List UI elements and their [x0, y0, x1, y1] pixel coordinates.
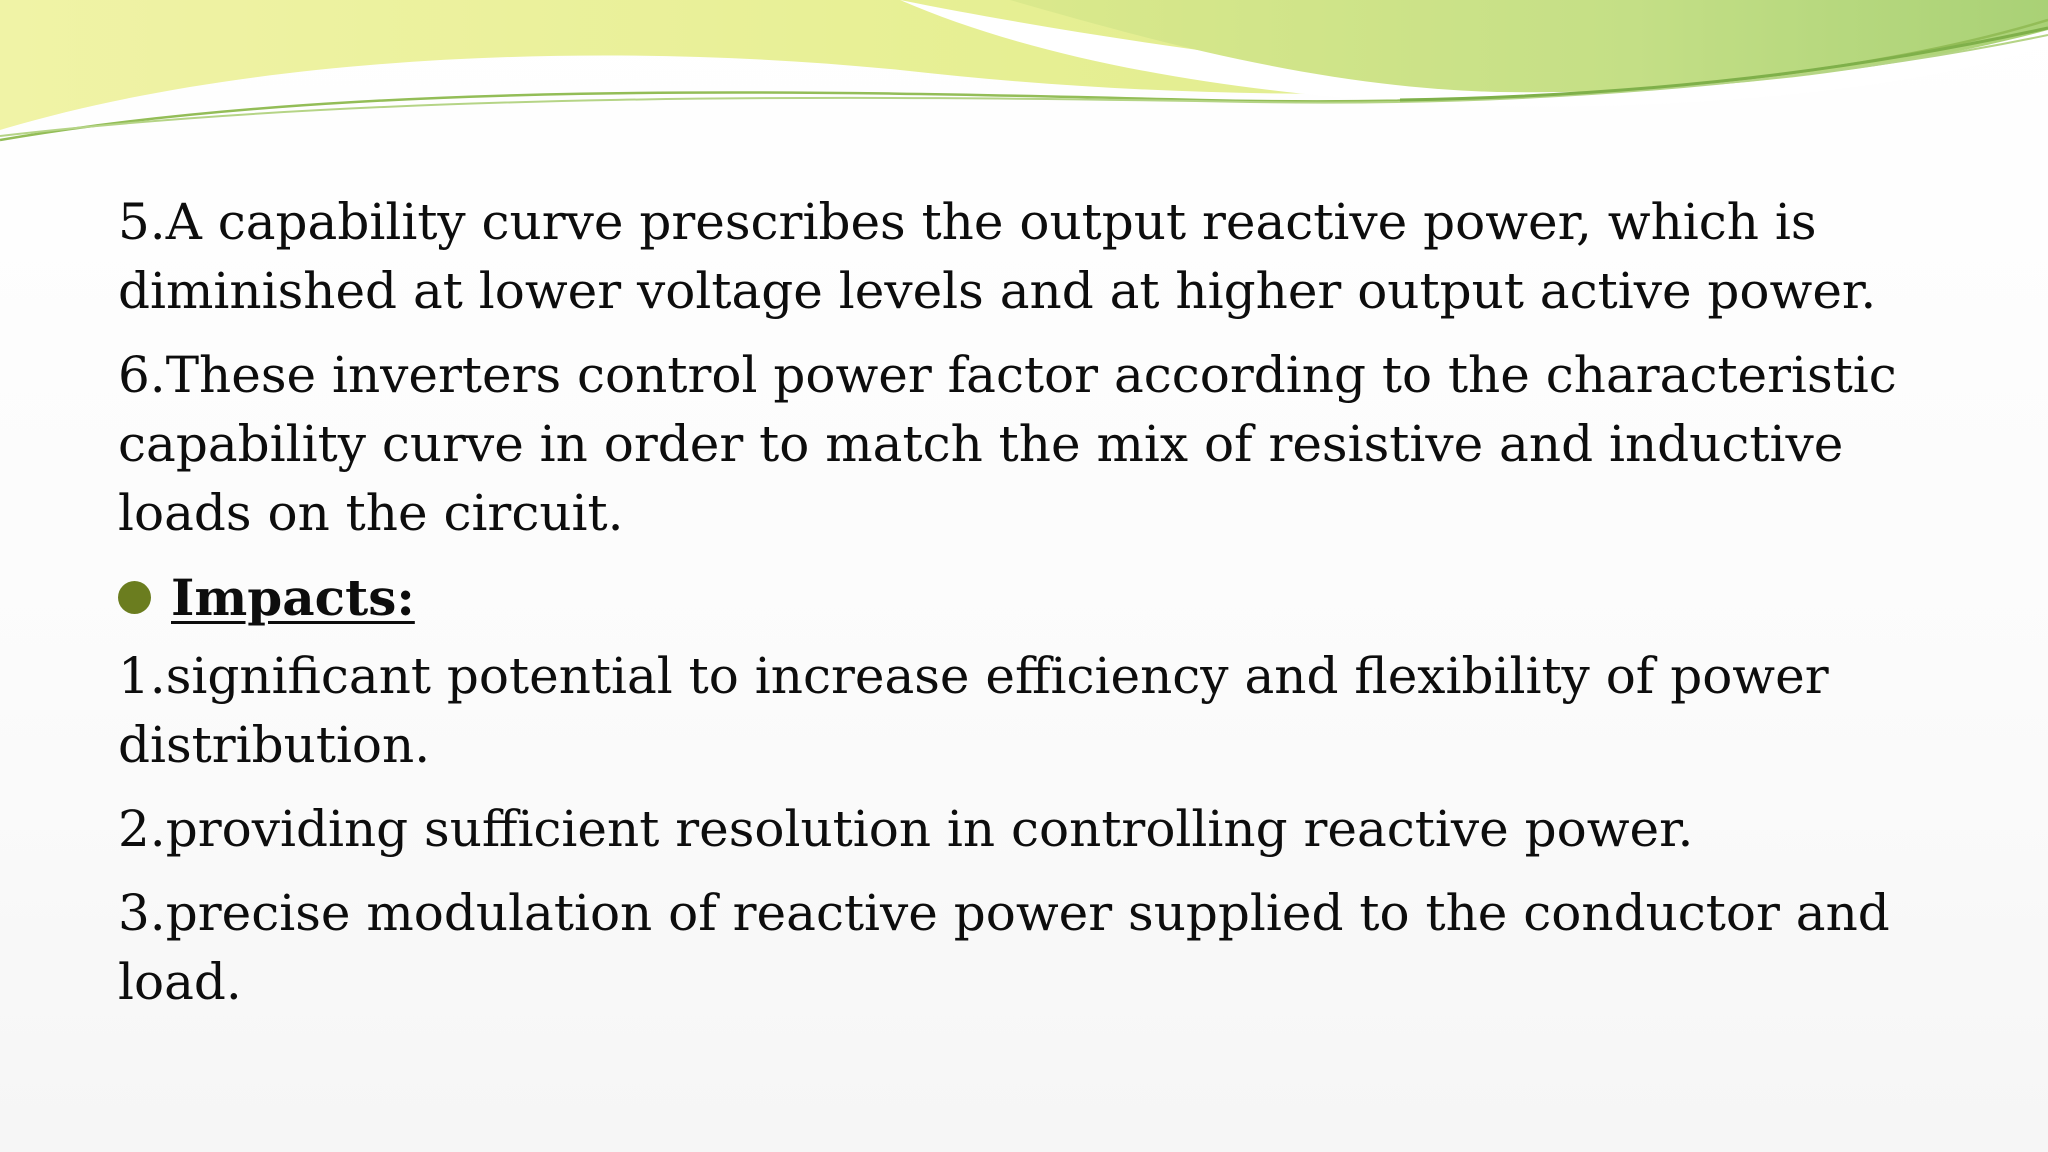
paragraph-inverters-control: 6.These inverters control power factor according to the characteristic capability curve in order to match the mix of resistive and inductive loads on the circuit.: [118, 346, 1897, 542]
impact-item-1: 1.significant potential to increase efficiency and flexibility of power distribution.: [118, 647, 1829, 774]
impact-item-2: 2.providing sufficient resolution in controlling reactive power.: [118, 800, 1694, 858]
impacts-bullet: [118, 563, 1948, 632]
filled-circle-bullet-icon: [118, 581, 151, 614]
impacts-heading: Impacts:: [171, 568, 415, 627]
impact-item-3: 3.precise modulation of reactive power supplied to the conductor and load.: [118, 884, 1890, 1011]
paragraph-capability-curve: 5.A capability curve prescribes the output reactive power, which is diminished at lower voltage levels and at higher output active power.: [118, 193, 1877, 320]
slide-body: [118, 188, 1948, 1032]
header-wave-decoration: [0, 0, 2048, 190]
